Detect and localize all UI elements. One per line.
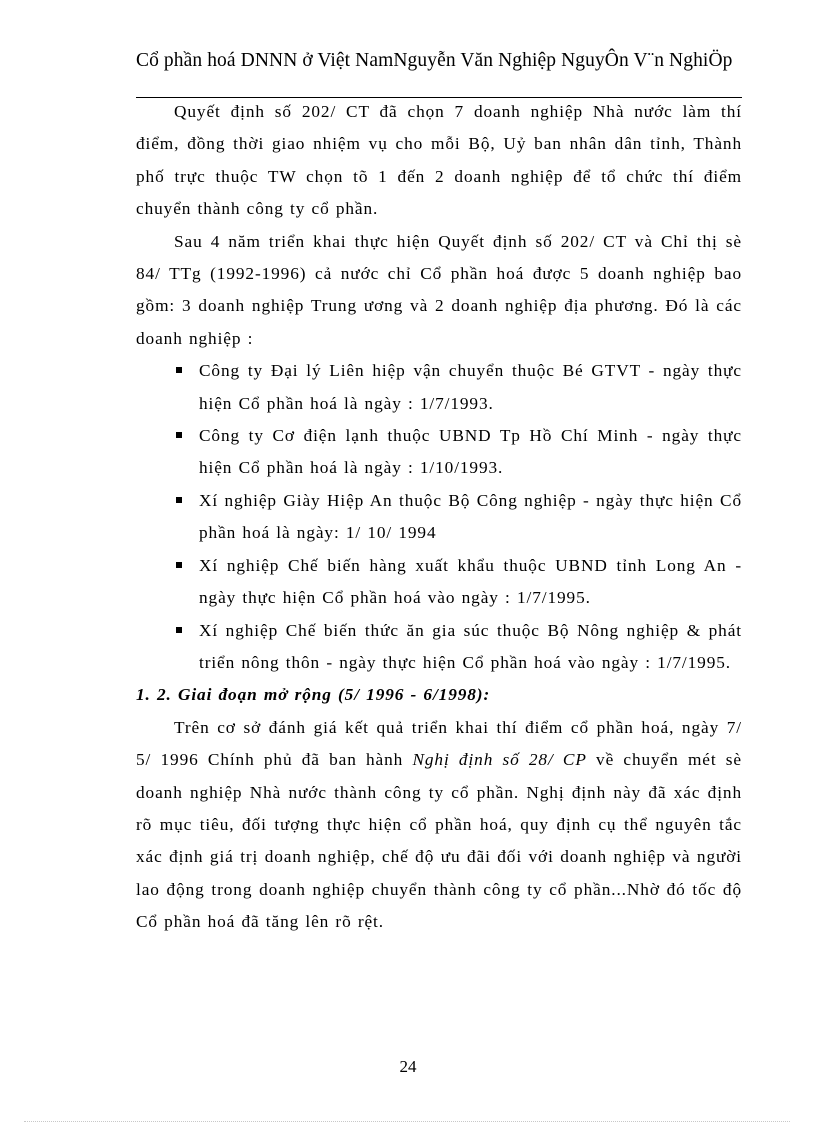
list-item-text: Công ty Đại lý Liên hiệp vận chuyển thuộc Bé GTVT - ngày thực hiện Cổ phần hoá là ngày : 1/7/1993. (199, 361, 742, 413)
paragraph-3-end: về chuyển mét sè doanh nghiệp Nhà nước thành công ty cổ phần. Nghị định này đã xác định rõ mục tiêu, đối tượng thực hiện cổ phần hoá, quy định cụ thể nguyên tắc xác định giá trị doanh nghiệp, chế độ ưu đãi đối với doanh nghiệp và người lao động trong doanh nghiệp chuyển thành công ty cổ phần...Nhờ đó tốc độ Cổ phần hoá đã tăng lên rõ rệt. (136, 750, 742, 932)
enterprise-list (136, 355, 742, 679)
list-item-text: Xí nghiệp Giày Hiệp An thuộc Bộ Công nghiệp - ngày thực hiện Cổ phần hoá là ngày: 1/ 10/ 1994 (199, 490, 742, 543)
page-number: 24 (399, 1057, 417, 1076)
square-bullet-icon (176, 367, 182, 373)
list-item-text: Công ty Cơ điện lạnh thuộc UBND Tp Hồ Chí Minh - ngày thực hiện Cổ phần hoá là ngày : 1/10/1993. (199, 426, 742, 478)
square-bullet-icon (176, 627, 182, 633)
running-header: Cổ phần hoá DNNN ở Việt NamNguyễn Văn Nghiệp NguyÔn V¨n NghiÖp (136, 50, 733, 71)
list-item (136, 615, 742, 680)
page-bottom-dotted-rule (24, 1121, 790, 1122)
list-item (136, 550, 742, 615)
list-item (136, 420, 742, 485)
section-heading: 1. 2. Giai đoạn mở rộng (5/ 1996 - 6/1998): (136, 685, 491, 705)
document-body (136, 96, 742, 939)
paragraph-1: Quyết định số 202/ CT đã chọn 7 doanh nghiệp Nhà nước làm thí điểm, đồng thời giao nhiệm vụ cho mỗi Bộ, Uỷ ban nhân dân tỉnh, Thành phố trực thuộc TW chọn tõ 1 đến 2 doanh nghiệp để tổ chức thí điểm chuyển thành công ty cổ phần. (136, 102, 742, 219)
decree-reference: Nghị định số 28/ CP (412, 750, 587, 770)
list-item-text: Xí nghiệp Chế biến thức ăn gia súc thuộc Bộ Nông nghiệp & phát triển nông thôn - ngày thực hiện Cổ phần hoá vào ngày : 1/7/1995. (199, 620, 742, 672)
paragraph-3-start: Trên cơ sở đánh giá kết quả triển khai thí điểm cổ phần hoá, ngày 7/ 5/ 1996 Chính phủ đã ban hành (136, 717, 742, 770)
list-item (136, 355, 742, 420)
paragraph-2: Sau 4 năm triển khai thực hiện Quyết định số 202/ CT và Chỉ thị sè 84/ TTg (1992-1996) cả nước chỉ Cổ phần hoá được 5 doanh nghiệp bao gồm: 3 doanh nghiệp Trung ương và 2 doanh nghiệp địa phương. Đó là các doanh nghiệp : (136, 231, 742, 348)
list-item-text: Xí nghiệp Chế biến hàng xuất khẩu thuộc UBND tỉnh Long An - ngày thực hiện Cổ phần hoá vào ngày : 1/7/1995. (199, 555, 742, 608)
square-bullet-icon (176, 432, 182, 438)
square-bullet-icon (176, 497, 182, 503)
square-bullet-icon (176, 562, 182, 568)
list-item (136, 485, 742, 550)
paragraph-3 (136, 712, 742, 939)
